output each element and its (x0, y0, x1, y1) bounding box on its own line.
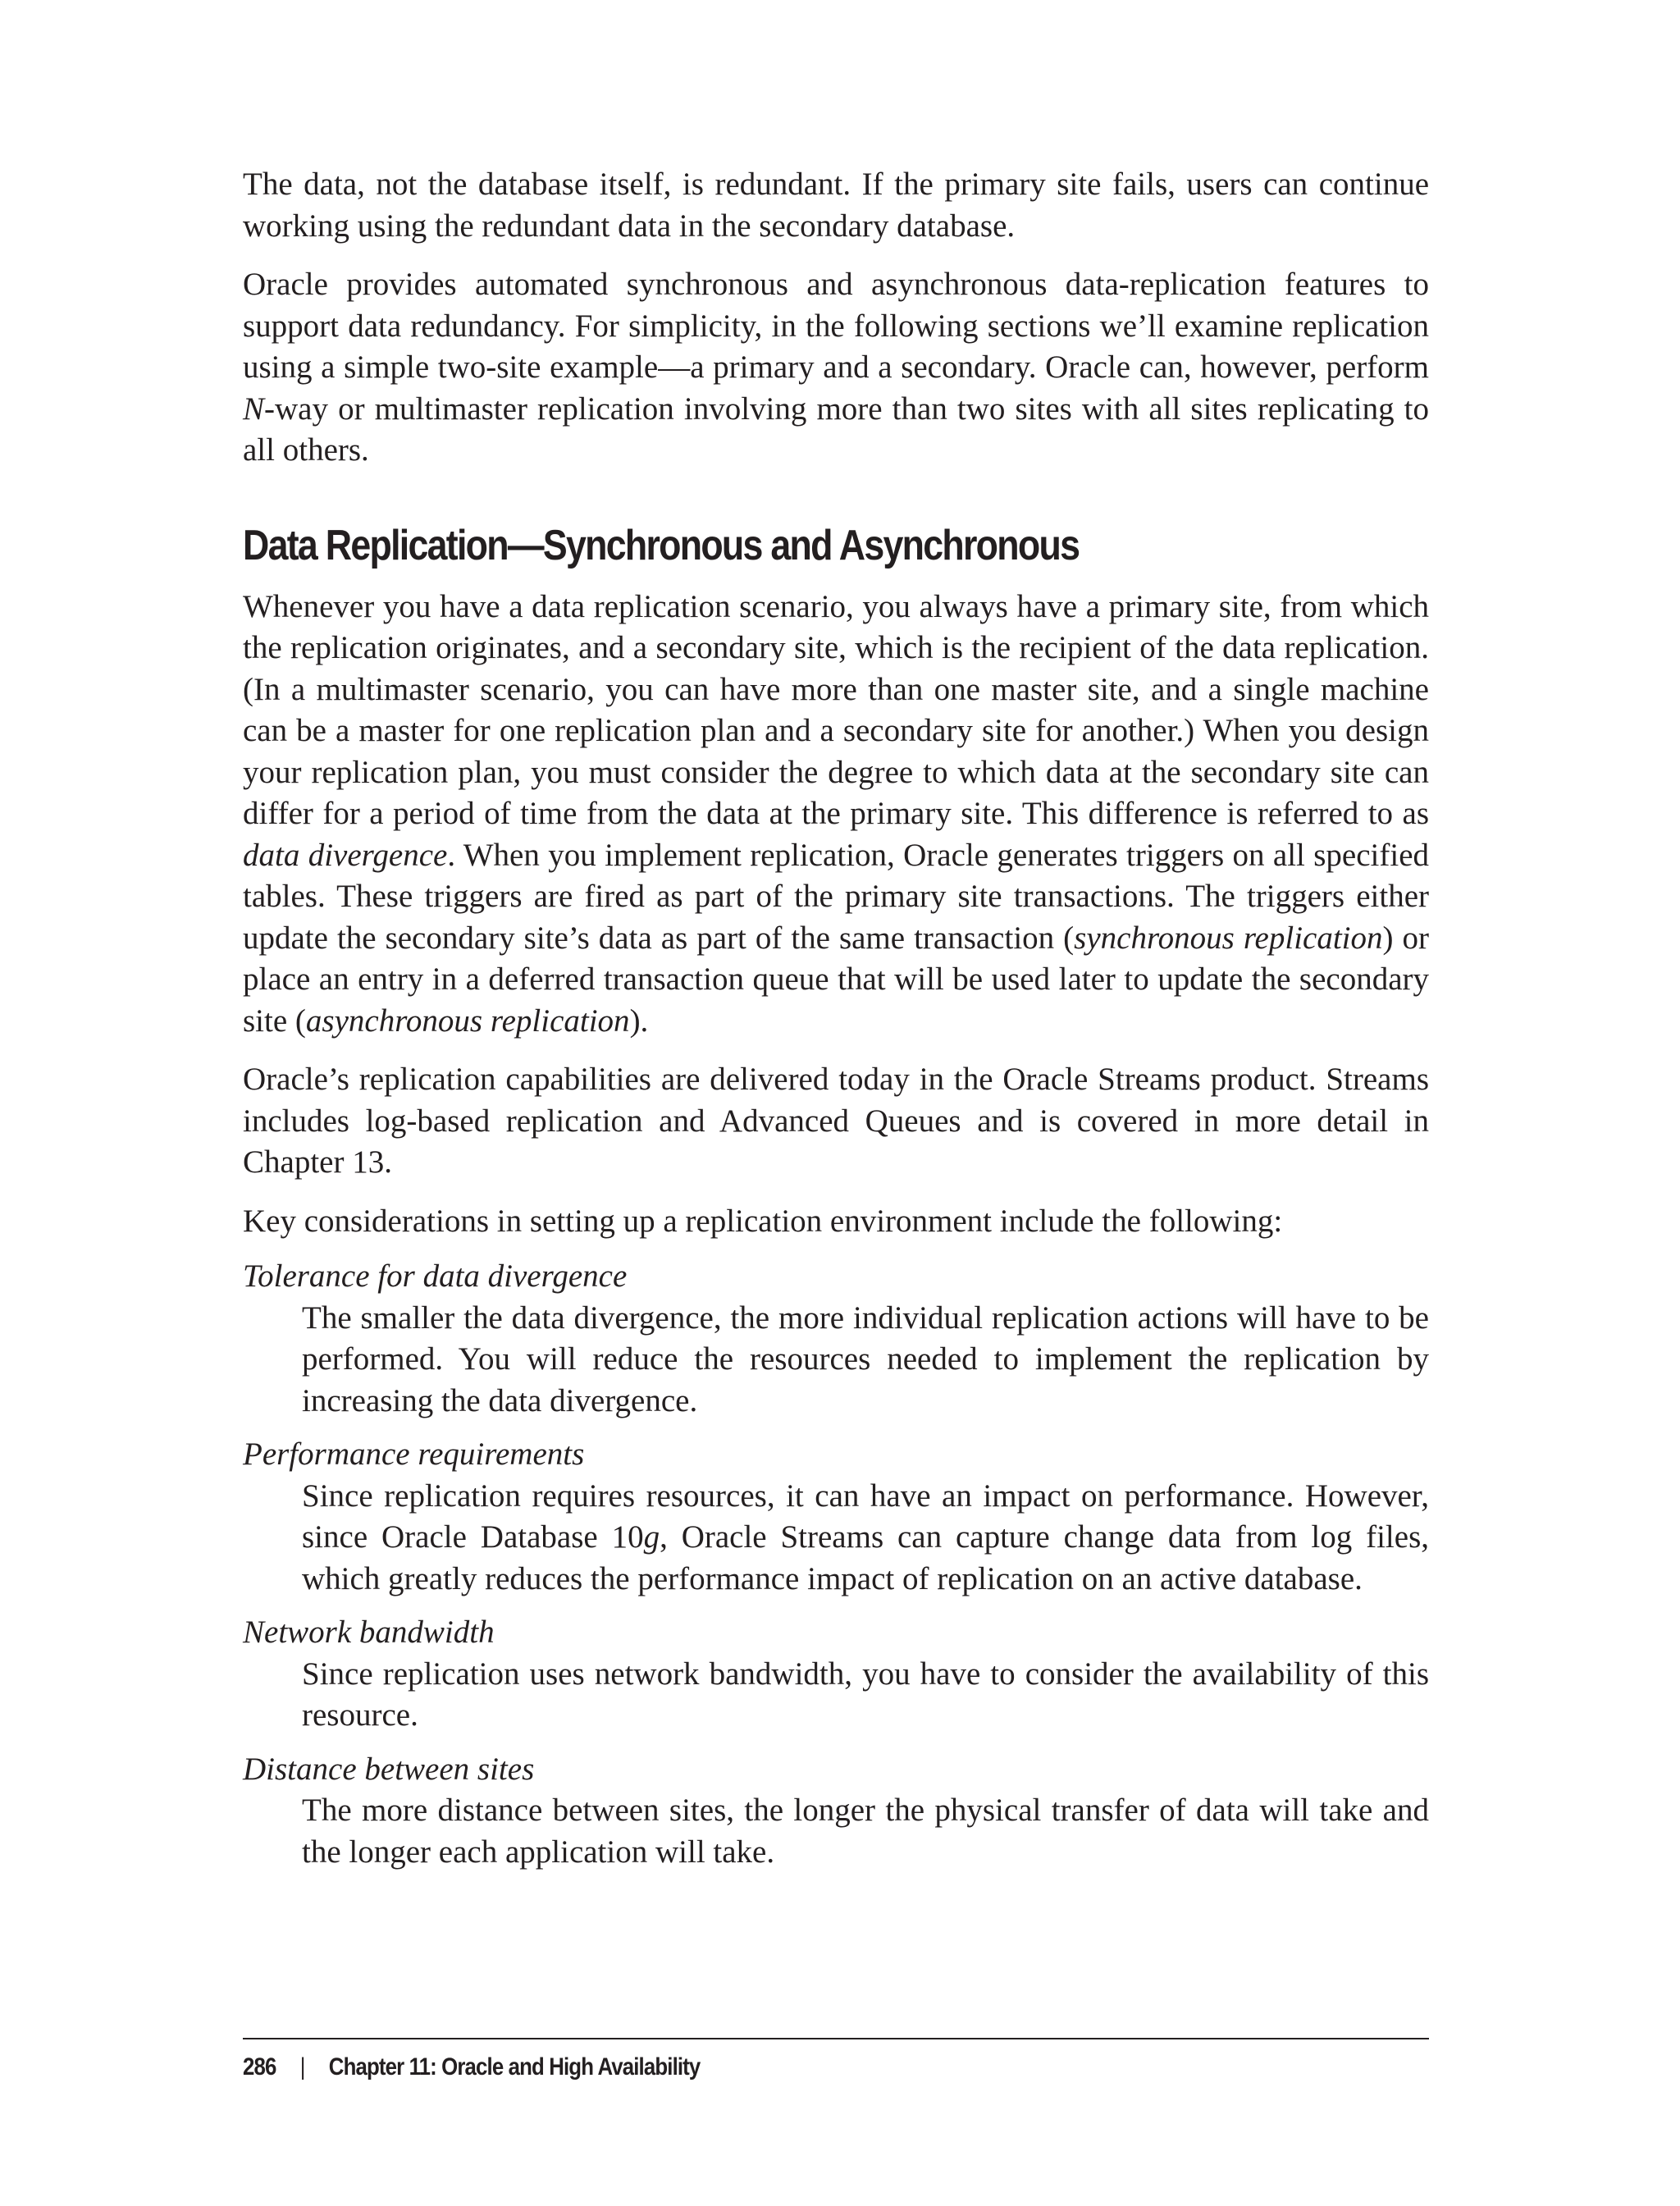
consideration-term: Performance requirements (243, 1436, 585, 1472)
footer-row (243, 2051, 1263, 2084)
section-heading: Data Replication—Synchronous and Asynchronous (243, 521, 1080, 569)
version-suffix: g (643, 1519, 660, 1555)
consideration-desc-text-a: Since replication requires resources, it can have an impact on performance. However, since Oracle Database 10 (302, 1478, 1429, 1555)
footer-separator: | (299, 2053, 305, 2080)
consideration-description (302, 1476, 1429, 1601)
term-asynchronous-replication: asynchronous replication (305, 1003, 630, 1039)
intro-paragraph-1: The data, not the database itself, is redundant. If the primary site fails, users can continue working using the redundant data in the secondary database. (243, 167, 1429, 244)
consideration-description: The more distance between sites, the longer the physical transfer of data will take and the longer each application will take. (302, 1793, 1429, 1870)
intro-p2-text-a: Oracle provides automated synchronous and asynchronous data-replication features to support data redundancy. For simplicity, in the following sections we’ll examine replication using a simple two-site example—a primary and a secondary. Oracle can, however, perform (243, 267, 1429, 385)
consideration-description: The smaller the data divergence, the more individual replication actions will have to be performed. You will reduce the resources needed to implement the replication by increasing the data divergence. (302, 1299, 1429, 1418)
section-paragraph-3: Key considerations in setting up a replication environment include the following: (243, 1203, 1283, 1239)
consideration-term: Tolerance for data divergence (243, 1258, 628, 1294)
considerations-list (243, 1256, 1429, 1873)
section-p1-text-c: ) or place an entry in a deferred transaction queue that will be used later to update the secondary site ( (243, 920, 1429, 1039)
running-chapter-title: Chapter 11: Oracle and High Availability (328, 2053, 701, 2080)
section-p1-text-a: Whenever you have a data replication scenario, you always have a primary site, from which the replication originates, and a secondary site, which is the recipient of the data replication. (In a multimaster scenario, you can have more than one master site, and a single machine can be a master for one replication plan and a secondary site for another.) When you design your replication plan, you must consider the degree to which data at the secondary site can differ for a period of time from the data at the primary site. This difference is referred to as (243, 588, 1429, 831)
term-data-divergence: data divergence (243, 837, 448, 873)
consideration-description: Since replication uses network bandwidth, you have to consider the availability of this resource. (302, 1656, 1429, 1733)
section-paragraph-2: Oracle’s replication capabilities are delivered today in the Oracle Streams product. Streams includes log-based replication and Advanced Queues and is covered in more detail in Chapter 13. (243, 1062, 1429, 1180)
consideration-term: Network bandwidth (243, 1615, 495, 1650)
intro-paragraph-2 (243, 264, 1429, 472)
consideration-term: Distance between sites (243, 1751, 535, 1787)
page-body (243, 164, 1429, 1873)
section-p1-text-d: ). (629, 1003, 649, 1039)
term-synchronous-replication: synchronous replication (1074, 920, 1383, 956)
intro-p2-text-b: -way or multimaster replication involving more than two sites with all sites replicating to all others. (243, 391, 1429, 468)
intro-p2-emphasis: N (243, 391, 265, 427)
page-footer (243, 2038, 1429, 2084)
page-number: 286 (243, 2053, 276, 2080)
section-paragraph-1 (243, 587, 1429, 1043)
consideration-desc-text-b: , Oracle Streams can capture change data from log files, which greatly reduces the performance impact of replication on an active database. (302, 1519, 1429, 1596)
section-p1-text-b: . When you implement replication, Oracle generates triggers on all specified tables. These triggers are fired as part of the primary site transactions. The triggers either update the secondary site’s data as part of the same transaction ( (243, 837, 1430, 956)
